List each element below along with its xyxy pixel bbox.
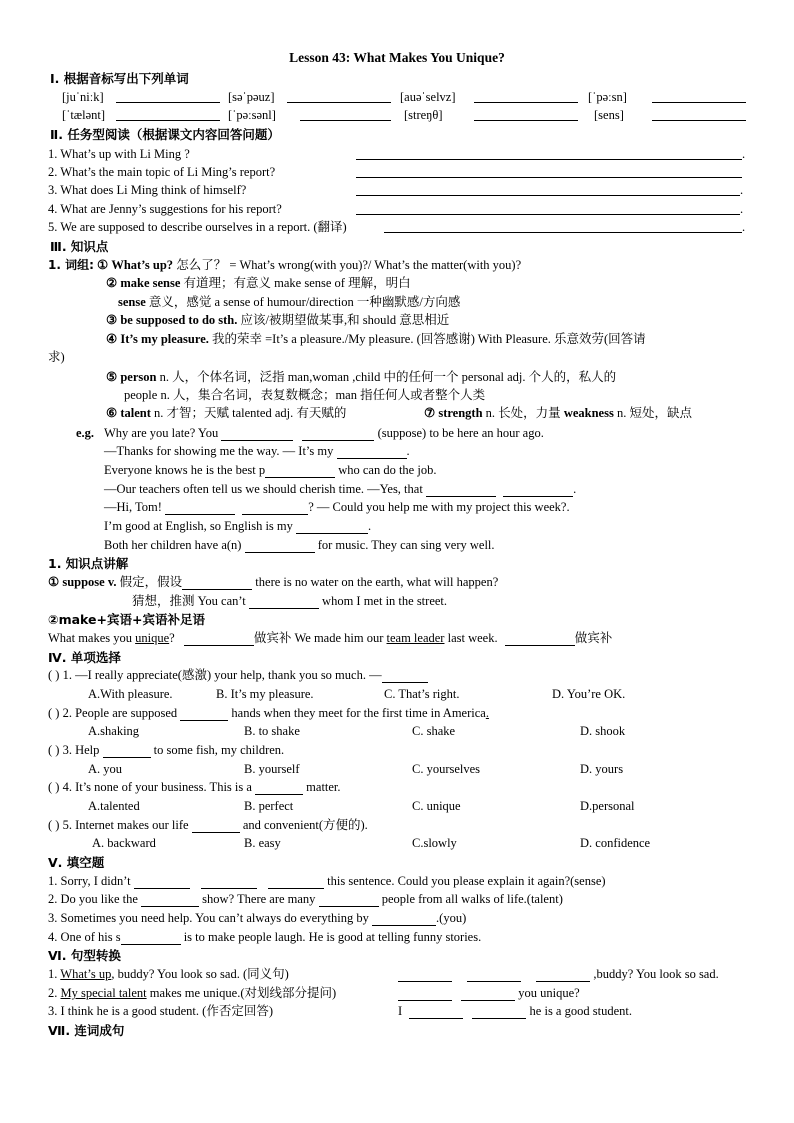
text: 猜想，推测 You can’t (132, 594, 246, 608)
question-5: 5. We are supposed to describe ourselves in a report. (翻译) (48, 220, 347, 234)
underlined-word: unique (135, 631, 170, 645)
answer-line[interactable] (356, 159, 742, 160)
option-c[interactable]: C. That’s right. (384, 687, 460, 701)
phrase: weakness (563, 406, 614, 420)
blank[interactable] (461, 988, 515, 1001)
blank[interactable] (268, 876, 324, 889)
mc-question-1 (48, 668, 428, 683)
option-c[interactable]: C.slowly (412, 836, 457, 850)
period: . (740, 183, 744, 197)
option-d[interactable]: D. confidence (580, 836, 651, 850)
text: ? — Could you help me with my project this week?. (308, 500, 570, 514)
explain-line-2 (132, 594, 447, 609)
option-b[interactable]: B. It’s my pleasure. (216, 687, 314, 701)
example-5 (104, 500, 570, 515)
text: I’m good at English, so English is my (104, 519, 293, 533)
phrase: ② make sense (106, 276, 181, 290)
text: makes me unique.(对划线部分提问) (146, 986, 337, 1000)
answer-line[interactable] (116, 102, 220, 103)
blank[interactable] (536, 969, 590, 982)
blank[interactable] (245, 540, 315, 553)
phrase-meaning: n. 才智；天赋 talented adj. 有天赋的 (150, 406, 347, 420)
phrase-meaning: n. 人，个体名词，泛指 man,woman ,child 中的任何一个 personal adj. 个人的，私人的 (156, 370, 617, 384)
text: 2. (48, 986, 61, 1000)
answer-line[interactable] (356, 195, 740, 196)
section-3-heading: Ⅲ. 知识点 (50, 239, 109, 254)
fill-3 (48, 911, 466, 926)
blank[interactable] (201, 876, 257, 889)
text: is to make people laugh. He is good at telling funny stories. (183, 930, 482, 944)
fill-2 (48, 892, 563, 907)
text: matter. (306, 780, 341, 794)
section-6-heading: Ⅵ. 句型转换 (48, 948, 121, 963)
phrase: ⑤ person (106, 370, 157, 384)
answer-line[interactable] (356, 214, 740, 215)
blank[interactable] (182, 577, 252, 590)
blank[interactable] (472, 1006, 526, 1019)
blank[interactable] (503, 484, 573, 497)
example-7 (104, 538, 495, 553)
blank[interactable] (134, 876, 190, 889)
text: ( ) 4. It’s none of your business. This is a (48, 780, 252, 794)
text: —Our teachers often tell us we should cherish time. —Yes, that (104, 482, 423, 496)
blank[interactable] (296, 521, 368, 534)
section-1-heading: Ⅰ. 根据音标写出下列单词 (50, 71, 189, 86)
section-4-heading: Ⅳ. 单项选择 (48, 650, 121, 665)
text: —Hi, Tom! (104, 500, 162, 514)
explain-line-4 (48, 631, 612, 646)
phrase-line-3 (118, 295, 460, 310)
text: 1. (48, 967, 61, 981)
phrase-line-5-cont: 求) (48, 350, 65, 364)
option-a[interactable]: A. backward (92, 836, 156, 850)
blank[interactable] (265, 465, 335, 478)
underlined-phrase: My special talent (60, 986, 147, 1000)
text: who can do the job. (338, 463, 437, 477)
section-5-heading: Ⅴ. 填空题 (48, 855, 105, 870)
option-d[interactable]: D. You’re OK. (552, 687, 626, 701)
blank[interactable] (505, 633, 575, 646)
underlined-phrase: What’s up (60, 967, 112, 981)
phrase: sense (118, 295, 146, 309)
answer-line[interactable] (474, 102, 578, 103)
phrase-line-4 (106, 313, 449, 328)
text: I (398, 1004, 403, 1018)
term: ① suppose v. (48, 575, 117, 589)
text: , buddy? You look so sad. (同义句) (111, 967, 289, 981)
text: he is a good student. (529, 1004, 632, 1018)
blank[interactable] (426, 484, 496, 497)
underlined-word: team leader (386, 631, 445, 645)
option-c[interactable]: C. unique (412, 799, 461, 813)
blank[interactable] (141, 894, 199, 907)
blank[interactable] (184, 633, 254, 646)
answer-line[interactable] (474, 120, 578, 121)
answer-line[interactable] (652, 102, 746, 103)
phrase-line-1 (48, 258, 521, 273)
question-4: 4. What are Jenny’s suggestions for his report? (48, 202, 282, 216)
explain-line-3: ②make+宾语+宾语补足语 (48, 612, 205, 627)
example-6: I’m good at English, so English is my . (104, 519, 372, 533)
section-2-heading: Ⅱ. 任务型阅读（根据课文内容回答问题） (50, 127, 280, 142)
option-d[interactable]: D. yours (580, 762, 624, 776)
text: Everyone knows he is the best p (104, 463, 266, 477)
phrase-line-5 (106, 332, 646, 347)
phrase: ⑦ strength (424, 406, 483, 420)
phonetic-4: [ˈpəːsn] (588, 90, 627, 104)
phrase-meaning: 我的荣幸 =It’s a pleasure./My pleasure. (回答感谢) With Pleasure. 乐意效劳(回答请 (208, 332, 646, 346)
explain-line-1 (48, 575, 498, 590)
text: 做宾补 (574, 631, 613, 645)
transform-1-answer (398, 967, 719, 982)
answer-line[interactable] (384, 232, 742, 233)
answer-line[interactable] (300, 120, 391, 121)
example-3 (104, 463, 436, 478)
phonetic-2: [səˈpəuz] (228, 90, 275, 104)
text: ( ) 2. People are supposed (48, 706, 178, 720)
phonetic-7: [streŋθ] (404, 108, 443, 122)
phrase-meaning: n. 短处，缺点 (613, 406, 692, 420)
section-explain-heading: 1. 知识点讲解 (48, 556, 129, 571)
phonetic-5: [ˈtælənt] (62, 108, 106, 122)
fill-4 (48, 930, 481, 945)
phrase-line-2 (106, 276, 411, 291)
text: Why are you late? You (104, 426, 219, 440)
text: 做宾补 We made him our (253, 631, 387, 645)
text: ( ) 3. Help (48, 743, 100, 757)
example-2: —Thanks for showing me the way. — It’s my . (104, 444, 410, 458)
text: you unique? (518, 986, 580, 1000)
page-title: Lesson 43: What Makes You Unique? (289, 50, 505, 65)
phrase-meaning: 意义，感觉 a sense of humour/direction 一种幽默感/方向感 (145, 295, 461, 309)
phonetic-6: [ˈpəːsənl] (228, 108, 276, 122)
meaning: 假定，假设 (116, 575, 183, 589)
option-b[interactable]: B. easy (244, 836, 281, 850)
text: .(you) (436, 911, 467, 925)
transform-3-answer (398, 1004, 632, 1019)
question-2: 2. What’s the main topic of Li Ming’s report? (48, 165, 276, 179)
text: ? (169, 631, 175, 645)
blank[interactable] (221, 428, 293, 441)
text: —Thanks for showing me the way. — It’s my (104, 444, 334, 458)
phrase-meaning: 有道理；有意义 make sense of 理解，明白 (180, 276, 411, 290)
answer-blank[interactable] (180, 708, 228, 721)
option-a[interactable]: A.With pleasure. (88, 687, 173, 701)
answer-blank[interactable] (382, 670, 428, 683)
text: ( ) 5. Internet makes our life (48, 818, 189, 832)
text: 3. Sometimes you need help. You can’t always do everything by (48, 911, 369, 925)
text: 1. Sorry, I didn’t (48, 874, 131, 888)
phrase: ① What’s up? (97, 258, 174, 272)
transform-3: 3. I think he is a good student. (作否定回答) (48, 1004, 273, 1018)
transform-2 (48, 986, 336, 1001)
question-3: 3. What does Li Ming think of himself? (48, 183, 247, 197)
period: . (740, 202, 744, 216)
eg-label: e.g. (76, 426, 95, 440)
period: . (742, 220, 746, 234)
text: (suppose) to be here an hour ago. (377, 426, 544, 440)
transform-2-answer (398, 986, 580, 1001)
answer-line[interactable] (287, 102, 391, 103)
section-7-heading: Ⅶ. 连词成句 (48, 1023, 125, 1038)
option-d[interactable]: D.personal (580, 799, 635, 813)
blank[interactable] (319, 894, 379, 907)
mc-question-4 (48, 780, 341, 795)
option-a[interactable]: A. you (88, 762, 123, 776)
mc-question-3 (48, 743, 284, 758)
phonetic-1: [juˈniːk] (62, 90, 104, 104)
blank[interactable] (467, 969, 521, 982)
option-b[interactable]: B. perfect (244, 799, 294, 813)
text: this sentence. Could you please explain it again?(sense) (327, 874, 606, 888)
phonetic-8: [sens] (594, 108, 624, 122)
phrase: ③ be supposed to do sth. (106, 313, 238, 327)
blank[interactable] (165, 502, 235, 515)
question-1: 1. What’s up with Li Ming ? (48, 147, 190, 161)
text: hands when they meet for the first time in America (231, 706, 486, 720)
blank[interactable] (249, 596, 319, 609)
blank[interactable] (121, 932, 181, 945)
answer-line[interactable] (116, 120, 220, 121)
phrase-line-6 (106, 370, 616, 385)
text: last week. (444, 631, 498, 645)
transform-1 (48, 967, 289, 982)
phonetic-3: [auəˈselvz] (400, 90, 456, 104)
text: people from all walks of life.(talent) (381, 892, 563, 906)
phrase-meaning: n. 长处，力量 (482, 406, 564, 420)
phrase-meaning: 应该/被期望做某事,和 should 意思相近 (237, 313, 450, 327)
answer-blank[interactable] (103, 745, 151, 758)
option-a[interactable]: A.shaking (88, 724, 140, 738)
option-a[interactable]: A.talented (88, 799, 140, 813)
option-d[interactable]: D. shook (580, 724, 626, 738)
phrase-line-8b (424, 406, 692, 421)
option-b[interactable]: B. yourself (244, 762, 300, 776)
text: whom I met in the street. (322, 594, 448, 608)
text: ( ) 1. —I really appreciate(感激) your help, thank you so much. — (48, 668, 382, 682)
blank[interactable] (302, 428, 374, 441)
option-c[interactable]: C. yourselves (412, 762, 481, 776)
blank[interactable] (398, 988, 452, 1001)
text: Both her children have a(n) (104, 538, 242, 552)
text: ,buddy? You look so sad. (593, 967, 719, 981)
answer-blank[interactable] (255, 782, 303, 795)
phrase: ⑥ talent (106, 406, 151, 420)
text: What makes you (48, 631, 136, 645)
answer-line[interactable] (652, 120, 746, 121)
answer-blank[interactable] (192, 820, 240, 833)
blank[interactable] (242, 502, 308, 515)
phrase-meaning: 怎么了？ = What’s wrong(with you)?/ What’s the matter(with you)? (173, 258, 522, 272)
text: for music. They can sing very well. (317, 538, 495, 552)
mc-question-5 (48, 818, 368, 833)
text: 4. One of his s (48, 930, 121, 944)
blank[interactable] (337, 446, 407, 459)
fill-1 (48, 874, 606, 889)
text: show? There are many (202, 892, 316, 906)
mc-question-2: ( ) 2. People are supposed hands when they meet for the first time in America. (48, 706, 489, 720)
text: and convenient(方便的). (242, 818, 368, 832)
blank[interactable] (398, 969, 452, 982)
blank[interactable] (409, 1006, 463, 1019)
phrase-line-7: people n. 人，集合名词，表复数概念；man 指任何人或者整个人类 (124, 388, 486, 402)
text: to some fish, my children. (153, 743, 285, 757)
example-4: —Our teachers often tell us we should cherish time. —Yes, that . (104, 482, 577, 496)
option-c[interactable]: C. shake (412, 724, 456, 738)
label: 1. 词组: (48, 258, 94, 272)
example-1 (104, 426, 544, 441)
phrase: ④ It’s my pleasure. (106, 332, 209, 346)
phrase-line-8 (106, 406, 346, 421)
text: 2. Do you like the (48, 892, 138, 906)
blank[interactable] (372, 913, 436, 926)
answer-line[interactable] (356, 177, 742, 178)
period: . (742, 147, 746, 161)
text: there is no water on the earth, what will happen? (255, 575, 499, 589)
option-b[interactable]: B. to shake (244, 724, 300, 738)
